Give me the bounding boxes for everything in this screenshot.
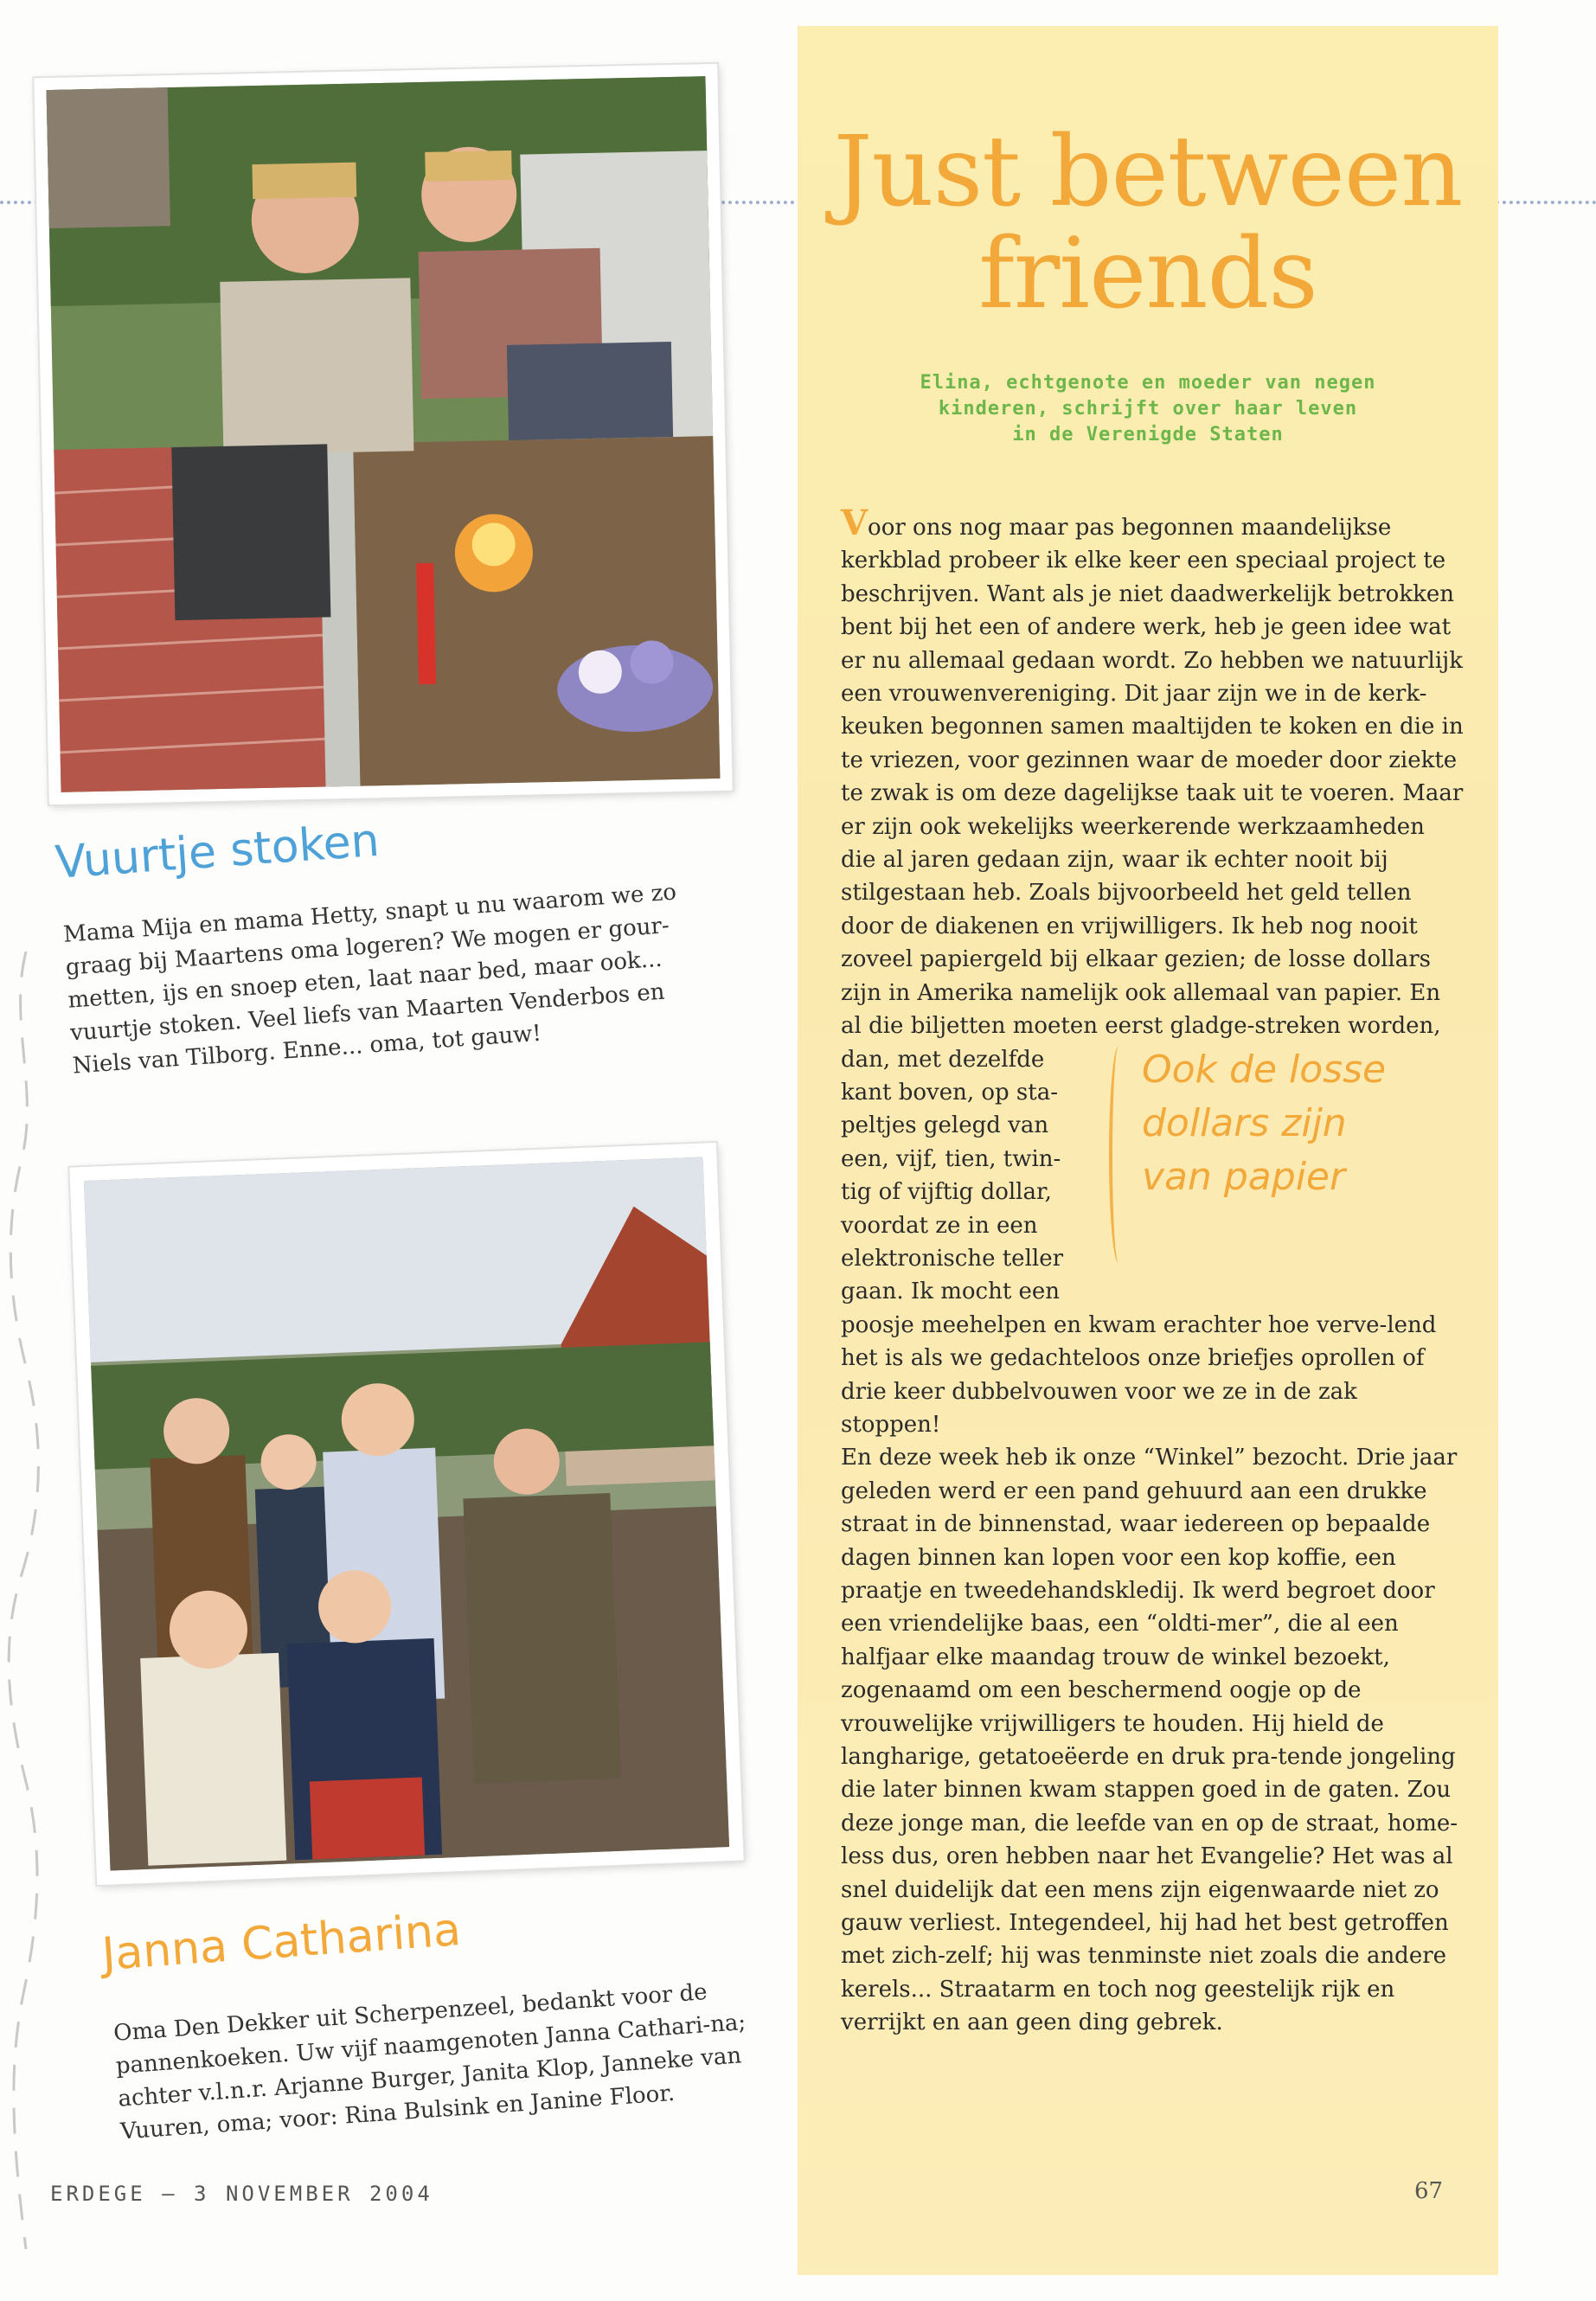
article-body bbox=[841, 503, 1464, 2040]
article-title-line1: Just between bbox=[833, 116, 1463, 228]
pull-quote-line3: van papier bbox=[1142, 1154, 1346, 1199]
subtitle-line1: Elina, echtgenote en moeder van negen bbox=[920, 372, 1376, 394]
paragraph-1-narrow: dan, met dezelfde kant boven, op sta-peltjes gelegd van een, vijf, tien, twin-tig of vijftig dollar, voordat ze in een elektronische teller gaan. Ik mocht een bbox=[841, 1046, 1064, 1305]
article-title-line2: friends bbox=[978, 218, 1317, 330]
drop-cap: V bbox=[841, 503, 869, 543]
caption-text-janna: Oma Den Dekker uit Scherpenzeel, bedankt voor de pannenkoeken. Uw vijf naamgenoten Janna Cathari-na; achter v.l.n.r. Arjanne Burger, Janita Klop, Janneke van Vuuren, oma; voor: Rina Bulsink en Janine Floor. bbox=[112, 1979, 747, 2145]
caption-text-vuurtje: Mama Mija en mama Hetty, snapt u nu waarom we zo graag bij Maartens oma logeren? We mogen er gour-metten, ijs en snoep eten, laat naar bed, maar ook... vuurtje stoken. Veel liefs van Maarten Venderbos en Niels van Tilborg. Enne... oma, tot gauw! bbox=[62, 879, 677, 1080]
pull-quote-box bbox=[1074, 1043, 1464, 1309]
paragraph-1-start: oor ons nog maar pas begonnen maandelijkse kerkblad probeer ik elke keer een speciaal project te beschrijven. Want als je niet daadwerkelijk betrokken bent bij het een of andere werk, heb je geen idee wat er nu allemaal gedaan wordt. Zo hebben we natuurlijk een vrouwenvereniging. Dit jaar zijn we in de kerk-keuken begonnen samen maaltijden te koken en die in te vriezen, voor gezinnen waar de moeder door ziekte te zwak is om deze dagelijkse taak uit te voeren. Maar er zijn ook wekelijks weerkerende werkzaamheden die al jaren gedaan zijn, waar ik echter nooit bij stilgestaan heb. Zoals bijvoorbeeld het geld tellen door de diakenen en vrijwilligers. Ik heb nog nooit zoveel papiergeld bij elkaar gezien; de losse dollars zijn in Amerika namelijk ook allemaal van papier. En al die biljetten moeten eerst gladge-streken worden, bbox=[841, 515, 1464, 1040]
page-number: 67 bbox=[1414, 2178, 1444, 2204]
article-subtitle bbox=[832, 370, 1464, 448]
pull-quote-section bbox=[841, 1043, 1464, 1309]
page-edge-decoration bbox=[0, 952, 52, 2249]
paragraph-2: En deze week heb ik onze “Winkel” bezocht. Drie jaar geleden werd er een pand gehuurd aan een drukke straat in de binnenstad, waar iedereen op bepaalde dagen binnen kan lopen voor een kop koffie, een praatje en tweedehandskledij. Ik werd begroet door een vriendelijke baas, een “oldti-mer”, die al een halfjaar elke maandag trouw de winkel bezoekt, zogenaamd om een beschermend oogje op de vrouwelijke vrijwilligers te houden. Hij hield de langharige, getatoeëerde en druk pra-tende jongeling die later binnen kwam stappen goed in de gaten. Zou deze jonge man, die leefde van en op de straat, home-less dus, oren hebben naar het Evangelie? Het was al snel duidelijk dat een mens zijn eigenwaarde niet zo gauw verliest. Integendeel, hij had het best getroffen met zich-zelf; hij was tenminste niet zoals die andere kerels... Straatarm en toch nog geestelijk rijk en verrijkt en aan geen ding gebrek. bbox=[841, 1445, 1458, 2036]
photo-janna-catharina-group bbox=[69, 1143, 743, 1885]
pull-quote-line1: Ook de losse bbox=[1142, 1047, 1387, 1092]
caption-title-vuurtje: Vuurtje stoken bbox=[54, 814, 381, 889]
subtitle-line2: kinderen, schrijft over haar leven bbox=[938, 398, 1358, 420]
pull-quote-line2: dollars zijn bbox=[1142, 1100, 1347, 1145]
article-title bbox=[798, 116, 1498, 330]
paragraph-1-end: poosje meehelpen en kwam erachter hoe verve-lend het is als we gedachteloos onze briefjes oprollen of drie keer dubbelvouwen voor we ze in de zak stoppen! bbox=[841, 1311, 1437, 1438]
pull-quote-bracket bbox=[1109, 1047, 1128, 1263]
pull-quote bbox=[1142, 1043, 1436, 1204]
article-panel bbox=[798, 26, 1498, 2275]
subtitle-line3: in de Verenigde Staten bbox=[1012, 424, 1284, 445]
paragraph-1 bbox=[841, 503, 1464, 1043]
photo-boys-campfire bbox=[34, 64, 732, 804]
footer-magazine-date: ERDEGE – 3 NOVEMBER 2004 bbox=[50, 2182, 433, 2206]
caption-title-janna: Janna Catharina bbox=[100, 1904, 463, 1981]
